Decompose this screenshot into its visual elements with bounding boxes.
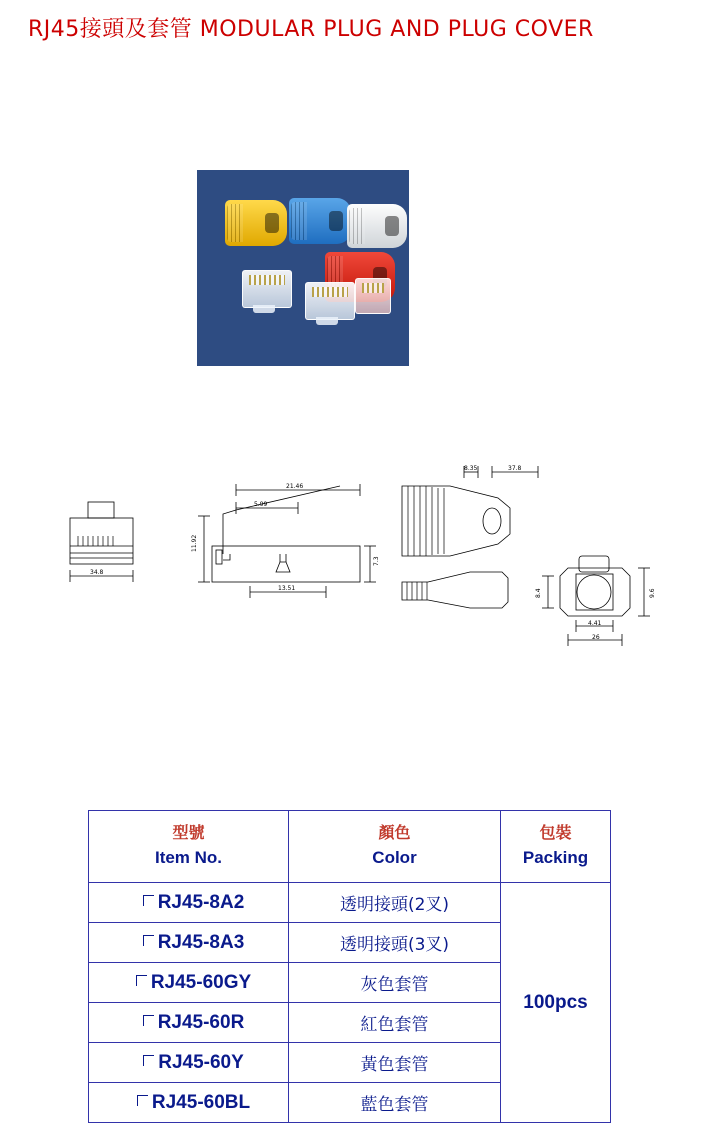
checkbox-icon[interactable] [136, 975, 147, 986]
plug-latch [316, 317, 338, 325]
color-cell: 紅色套管 [289, 1003, 501, 1043]
page-title: RJ45接頭及套管 MODULAR PLUG AND PLUG COVER [28, 17, 594, 42]
header-color-cn: 顏色 [378, 822, 411, 842]
plug-pins [312, 287, 348, 297]
blue-boot [289, 198, 351, 244]
dim-378: 37.8 [508, 465, 522, 472]
color-cell: 藍色套管 [289, 1083, 501, 1123]
boot-ribs [227, 204, 243, 242]
dim-835: 8.35 [464, 465, 478, 472]
technical-drawings [40, 450, 685, 670]
yellow-boot [225, 200, 287, 246]
dim-plug-width: 34.8 [90, 569, 104, 576]
item-no-cell[interactable] [89, 1043, 289, 1083]
item-no-text: RJ45-60BL [151, 1091, 251, 1113]
dim-96: 9.6 [649, 588, 656, 598]
table-header-row [89, 811, 611, 883]
dim-73: 7.3 [373, 556, 380, 566]
checkbox-icon[interactable] [143, 1015, 154, 1026]
dim-2146: 21.46 [286, 483, 304, 490]
boot-opening [329, 211, 343, 231]
header-packing-cn: 包裝 [539, 822, 572, 842]
header-item-no-cn: 型號 [172, 822, 205, 842]
color-cell: 透明接頭(3叉) [289, 923, 501, 963]
dim-441: 4.41 [588, 620, 602, 627]
item-no-text: RJ45-60R [157, 1011, 245, 1033]
checkbox-icon[interactable] [143, 935, 154, 946]
clear-plug-2 [305, 282, 355, 320]
plug-pins [249, 275, 285, 285]
color-cell: 灰色套管 [289, 963, 501, 1003]
packing-cell: 100pcs [501, 883, 611, 1123]
dim-1351: 13.51 [278, 585, 296, 592]
item-no-cell[interactable] [89, 963, 289, 1003]
plug-pins [362, 283, 384, 293]
item-no-cell[interactable] [89, 1083, 289, 1123]
checkbox-icon[interactable] [137, 1095, 148, 1106]
header-color [289, 811, 501, 883]
dim-1192: 11.92 [191, 534, 198, 552]
item-no-cell[interactable] [89, 1003, 289, 1043]
boot-opening [385, 216, 399, 236]
item-no-cell[interactable] [89, 923, 289, 963]
item-no-text: RJ45-60Y [158, 1051, 244, 1073]
plug-latch [253, 305, 275, 313]
item-no-text: RJ45-8A3 [157, 931, 245, 953]
item-no-text: RJ45-60GY [150, 971, 252, 993]
product-photo [197, 170, 409, 366]
dim-599: 5.99 [254, 501, 268, 508]
item-no-cell[interactable] [89, 883, 289, 923]
header-packing [501, 811, 611, 883]
header-item-no [89, 811, 289, 883]
header-color-en: Color [372, 847, 417, 867]
header-packing-en: Packing [522, 847, 589, 867]
checkbox-icon[interactable] [143, 895, 154, 906]
spec-table [88, 810, 611, 1123]
white-boot [347, 204, 407, 248]
color-cell: 黃色套管 [289, 1043, 501, 1083]
clear-plug-1 [242, 270, 292, 308]
table-row[interactable] [89, 883, 611, 923]
boot-ribs [291, 202, 307, 240]
item-no-text: RJ45-8A2 [157, 891, 245, 913]
dim-84: 8.4 [535, 588, 542, 598]
dim-26: 26 [592, 634, 600, 641]
boot-ribs [349, 208, 365, 244]
header-item-no-en: Item No. [154, 847, 223, 867]
checkbox-icon[interactable] [143, 1055, 154, 1066]
boot-opening [265, 213, 279, 233]
color-cell: 透明接頭(2叉) [289, 883, 501, 923]
clear-plug-3 [355, 278, 391, 314]
